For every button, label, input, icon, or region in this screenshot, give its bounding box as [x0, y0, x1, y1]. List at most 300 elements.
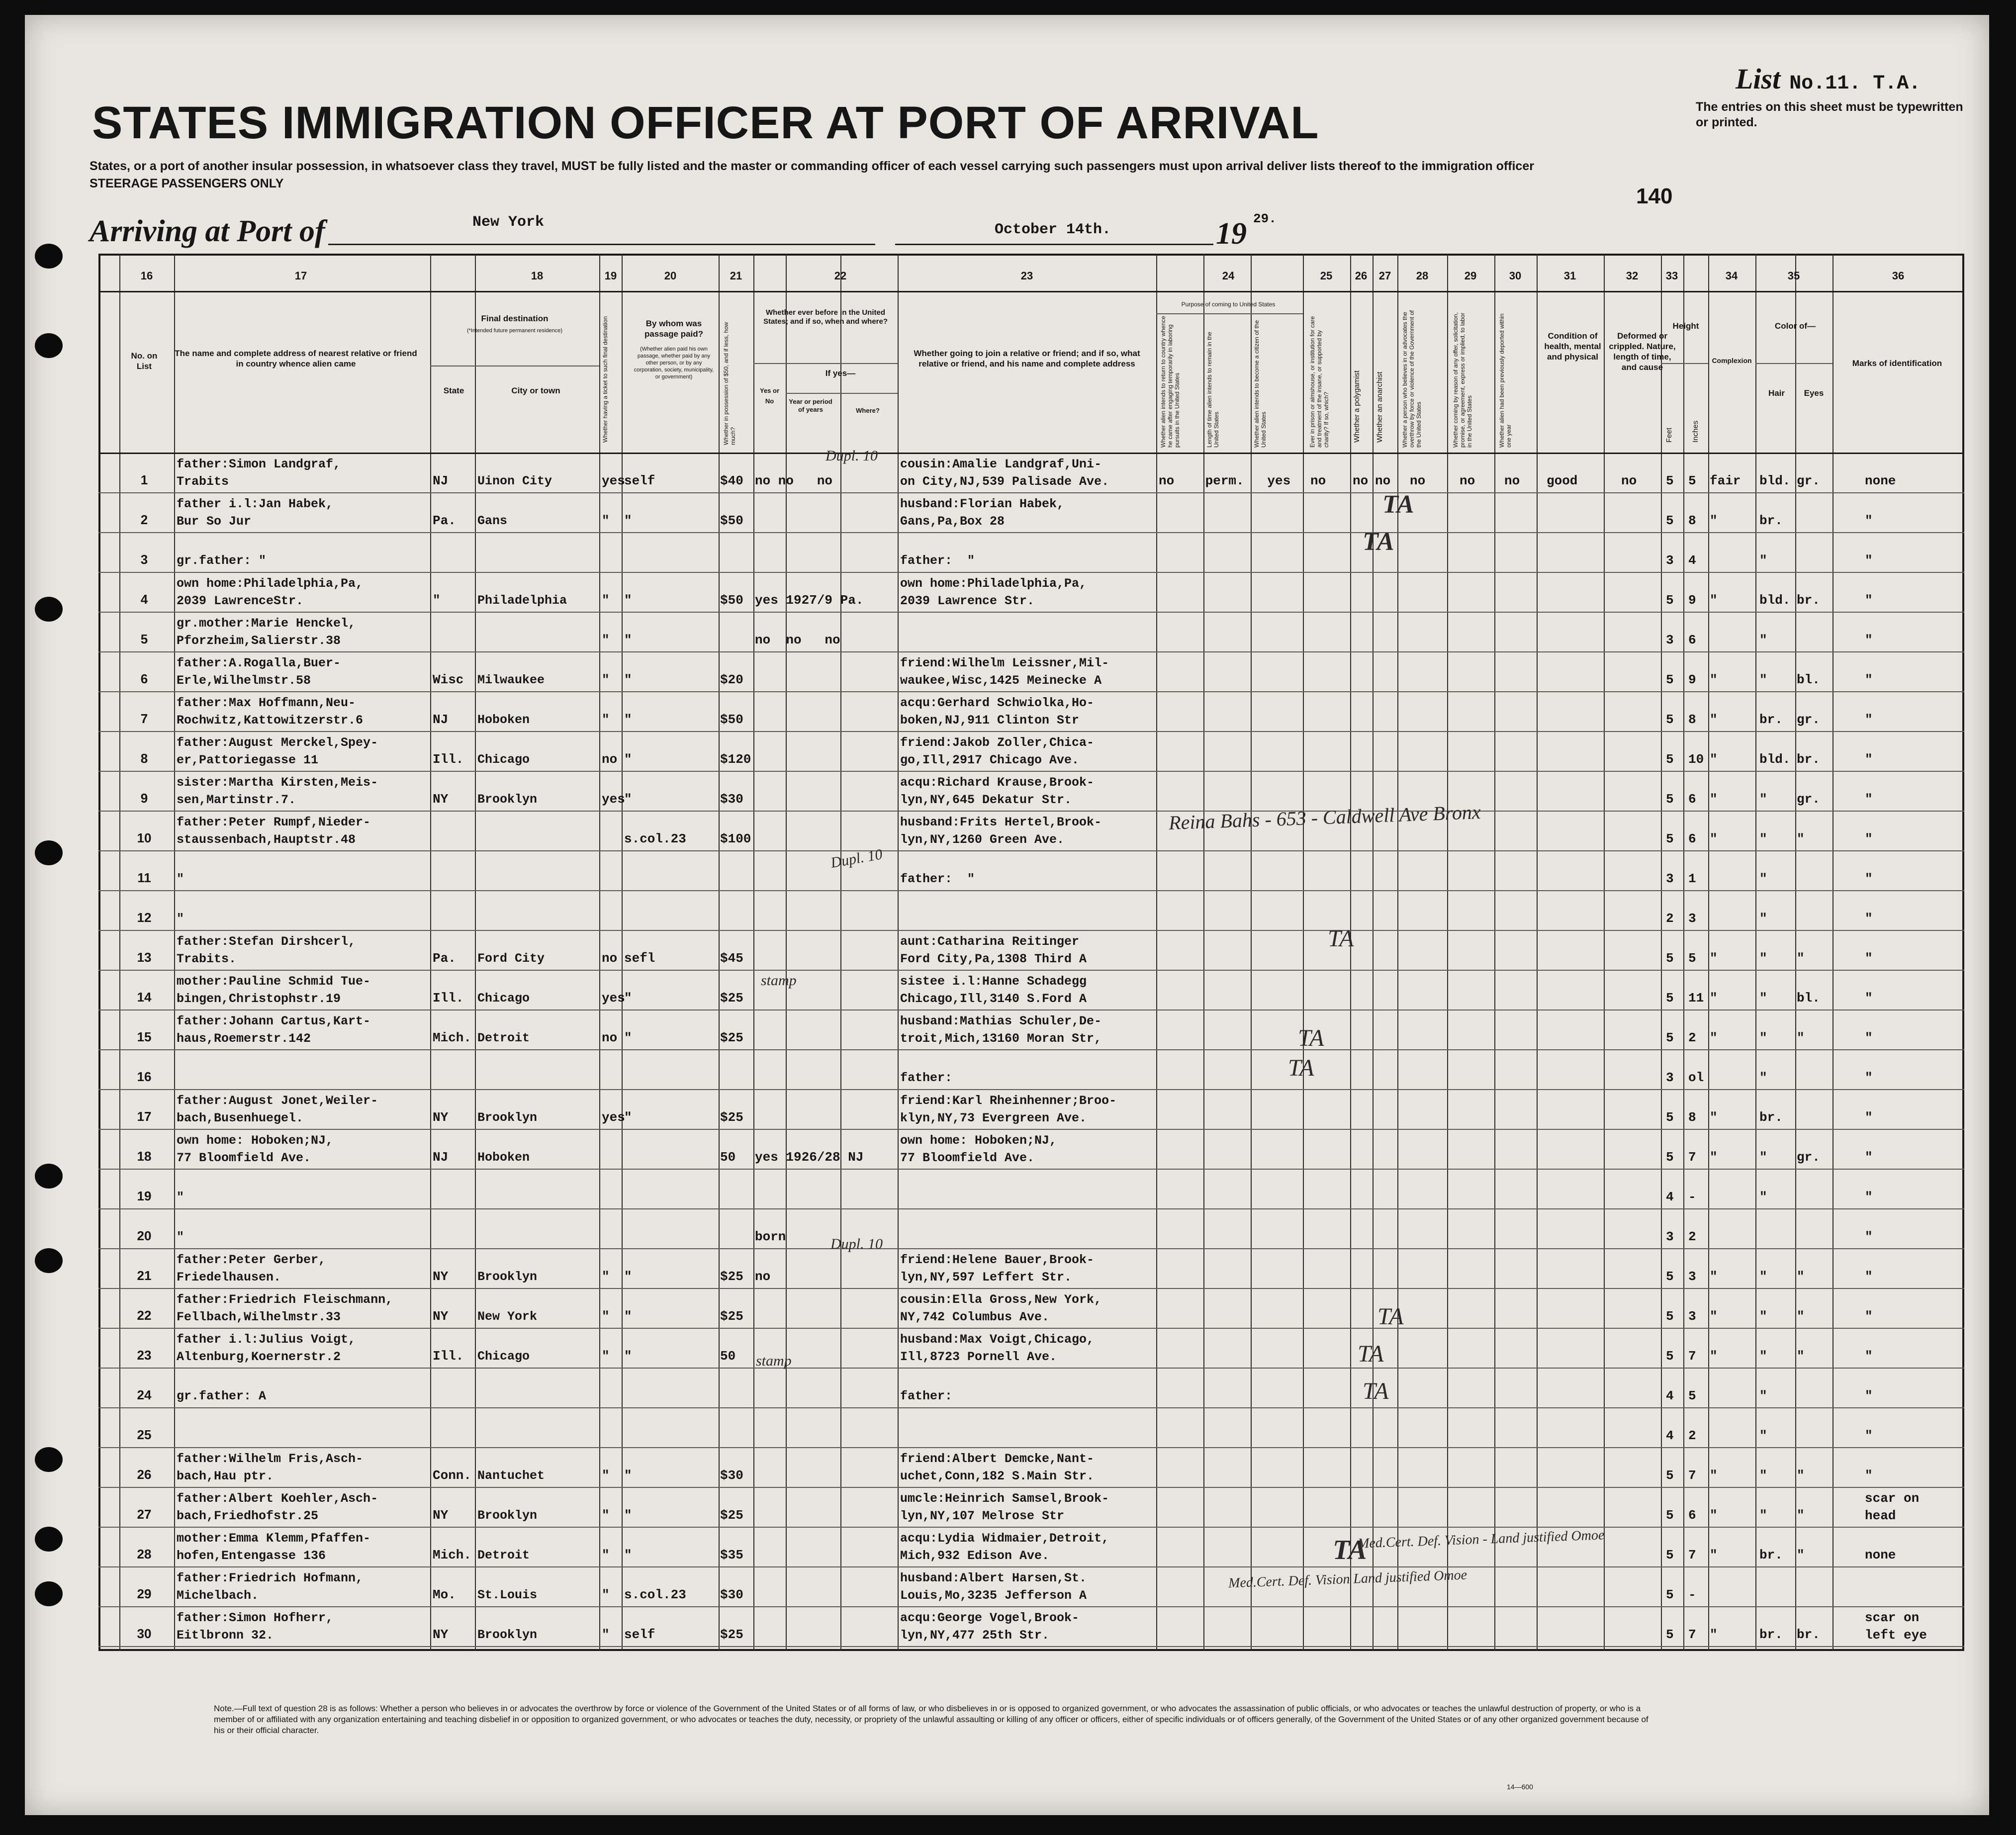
cell-inches: 2 [1688, 1229, 1696, 1244]
cell-marks: " [1865, 672, 1873, 687]
cell-complexion: " [1710, 1548, 1718, 1562]
header-anarchist: Whether an anarchist [1375, 371, 1384, 443]
cell-passage: " [624, 1269, 632, 1284]
cell-joining: acqu:Lydia Widmaier,Detroit, Mich,932 Edison Ave. [900, 1531, 1109, 1563]
cell-city: Brooklyn [477, 1508, 538, 1523]
header-year-period: Year or period of years [789, 398, 832, 413]
cell-feet: 5 [1666, 1548, 1674, 1562]
cell-relative: " [177, 912, 184, 926]
cell-city: Uinon City [477, 474, 552, 488]
cell-eyes: " [1797, 1508, 1805, 1523]
steerage-label: STEERAGE PASSENGERS ONLY [90, 177, 284, 190]
header-final-destination: Final destination [481, 314, 549, 323]
cell-ticket: " [602, 633, 610, 647]
column-number: 25 [1320, 270, 1333, 282]
cell-hair: " [1759, 991, 1767, 1006]
column-number: 22 [834, 270, 847, 282]
cell-money: $35 [720, 1548, 743, 1562]
column-divider [1447, 254, 1448, 1651]
cell-inches: 3 [1688, 1309, 1696, 1324]
cell-feet: 3 [1666, 553, 1674, 568]
cell-marks: " [1865, 553, 1873, 568]
cell-feet: 2 [1666, 911, 1674, 926]
row-number: 16 [137, 1069, 152, 1084]
column-number: 30 [1509, 270, 1522, 282]
cell-ticket: no [602, 1030, 618, 1045]
cell-marks: " [1865, 1229, 1873, 1244]
cell-feet: 4 [1666, 1190, 1674, 1204]
cell-relative: gr.mother:Marie Henckel, Pforzheim,Salierstr.38 [177, 616, 356, 648]
cell-eyes: " [1797, 1269, 1805, 1284]
row-number: 4 [140, 592, 148, 607]
cell-city: Detroit [477, 1548, 530, 1562]
row-divider [98, 1208, 1964, 1209]
cell-inches: 7 [1688, 1468, 1696, 1483]
port-value: New York [472, 214, 545, 231]
cell-hair: " [1759, 1468, 1767, 1483]
row-number: 30 [137, 1626, 152, 1641]
cell-money: $25 [720, 1269, 743, 1284]
handwritten-ta: TA [1333, 1535, 1367, 1565]
cell-city: Chicago [477, 1349, 530, 1364]
column-number: 19 [604, 270, 617, 282]
entries-note: The entries on this sheet must be typewritten or printed. [1696, 100, 1963, 129]
cell-city: Hoboken [477, 1150, 530, 1165]
cell-city: Brooklyn [477, 1628, 538, 1642]
cell-joining: father: [900, 1071, 953, 1085]
cell-feet: 4 [1666, 1388, 1674, 1403]
cell-hair: " [1759, 1190, 1767, 1204]
cell-eyes: " [1797, 1548, 1805, 1562]
cell-state: NJ [433, 712, 449, 727]
column-divider [1251, 254, 1252, 1651]
row-divider [98, 651, 1964, 652]
column-number: 28 [1416, 270, 1429, 282]
cell-inches: 7 [1688, 1548, 1696, 1562]
column-number: 32 [1626, 270, 1639, 282]
handwritten-stamp: stamp [761, 972, 797, 989]
row-divider [98, 850, 1964, 851]
column-number: 33 [1665, 270, 1678, 282]
cell-before: yes 1927/9 Pa. [755, 593, 864, 608]
cell-before: no no no [755, 473, 833, 488]
column-divider [1755, 254, 1756, 1651]
cell-inches: 10 [1688, 752, 1704, 767]
cell-complexion: " [1710, 513, 1718, 528]
header-state: State [443, 386, 464, 395]
cell-inches: 5 [1688, 1388, 1696, 1403]
page-title: STATES IMMIGRATION OFFICER AT PORT OF ARRIVAL [92, 97, 1319, 148]
cell-complexion: " [1710, 1309, 1718, 1324]
cell-eyes: gr. [1797, 473, 1820, 488]
column-number: 31 [1563, 270, 1576, 282]
cell-inches: 8 [1688, 1110, 1696, 1125]
cell-feet: 5 [1666, 1508, 1674, 1523]
cell-city: Milwaukee [477, 673, 545, 687]
cell-complexion: " [1710, 792, 1718, 807]
cell-passage: " [624, 752, 632, 767]
cell-joining: cousin:Ella Gross,New York, NY,742 Columbus Ave. [900, 1292, 1102, 1324]
cell-c25: no [1310, 473, 1326, 488]
column-divider [475, 254, 476, 1651]
cell-state: NY [433, 1110, 449, 1125]
cell-complexion: " [1710, 1508, 1718, 1523]
cell-inches: 7 [1688, 1627, 1696, 1642]
cell-money: $50 [720, 513, 743, 528]
cell-city: Brooklyn [477, 1270, 538, 1284]
cell-feet: 5 [1666, 752, 1674, 767]
row-number: 20 [137, 1228, 152, 1243]
column-divider [753, 254, 754, 1651]
cell-money: $25 [720, 1508, 743, 1523]
row-divider [98, 1646, 1964, 1647]
cell-marks: " [1865, 1150, 1873, 1165]
footnote: Note.—Full text of question 28 is as follows: Whether a person who believes in or advocates the overthrow by force or violence of the Government of the United States or of all forms of law, or who disbelieves in or is opposed to organized government, or who advocates the assassination of public officials, or who advocates or teaches the unlawful destruction of property, or who is a member of or affiliated with any organization entertaining and teaching disbelief in or opposition to organized government, or who advocates or teaches the duty, necessity, or propriety of the unlawful assaulting or killing of any officer or officers, either of specific individuals or of officers generally, of the Government of the United States or of any other organized government because of his or their official character. [214, 1704, 1649, 1735]
cell-ticket: " [602, 513, 610, 528]
row-divider [98, 691, 1964, 692]
cell-inches: 3 [1688, 911, 1696, 926]
cell-marks: " [1865, 1030, 1873, 1045]
punch-hole [35, 1164, 63, 1189]
cell-purpose: no perm. yes [1159, 473, 1291, 488]
column-divider [622, 254, 623, 1651]
cell-relative: father:August Jonet,Weiler- bach,Busenhuegel. [177, 1094, 378, 1125]
subheader-divider [786, 393, 898, 394]
cell-money: 50 [720, 1150, 736, 1165]
cell-relative: " [177, 1230, 184, 1244]
cell-state: NJ [433, 1150, 449, 1165]
cell-relative: " [177, 1190, 184, 1204]
cell-c27: no [1375, 473, 1391, 488]
row-number: 8 [140, 751, 148, 766]
handwritten-ta: TA [1363, 528, 1394, 556]
header-hair: Hair [1768, 388, 1785, 398]
cell-eyes: bl. [1797, 991, 1820, 1006]
row-divider [98, 532, 1964, 533]
cell-eyes: " [1797, 1030, 1805, 1045]
cell-hair: bld. [1759, 593, 1791, 608]
cell-joining: father: " [900, 872, 975, 886]
cell-relative: sister:Martha Kirsten,Meis- sen,Martinstr.7. [177, 775, 378, 807]
cell-passage: " [624, 1030, 632, 1045]
row-number: 19 [137, 1189, 152, 1203]
cell-marks: none [1865, 1548, 1896, 1562]
cell-relative: father:A.Rogalla,Buer- Erle,Wilhelmstr.58 [177, 656, 341, 688]
arriving-label: Arriving at Port of [90, 214, 325, 248]
handwritten-dupl: Dupl. 10 [830, 1236, 883, 1252]
header-no-on-list: No. on List [131, 351, 158, 371]
cell-passage: " [624, 991, 632, 1006]
header-city: City or town [511, 386, 560, 395]
row-divider [98, 572, 1964, 573]
cell-joining: cousin:Amalie Landgraf,Uni- on City,NJ,539 Palisade Ave. [900, 457, 1109, 489]
subheader-divider [1755, 363, 1833, 364]
cell-ticket: " [602, 1269, 610, 1284]
cell-state: NY [433, 1269, 449, 1284]
cell-state: NY [433, 1508, 449, 1523]
cell-eyes: br. [1797, 752, 1820, 767]
cell-joining: acqu:George Vogel,Brook- lyn,NY,477 25th Str. [900, 1611, 1080, 1643]
cell-marks: " [1865, 593, 1873, 608]
cell-relative: own home:Philadelphia,Pa, 2039 LawrenceStr. [177, 576, 364, 608]
column-divider [786, 254, 787, 1651]
cell-hair: " [1759, 1269, 1767, 1284]
cell-complexion: " [1710, 831, 1718, 846]
date-line [895, 244, 1213, 245]
cell-marks: " [1865, 752, 1873, 767]
cell-marks: " [1865, 1349, 1873, 1364]
header-divider [98, 453, 1964, 454]
cell-relative: father i.l:Jan Habek, Bur So Jur [177, 497, 334, 529]
row-divider [98, 1288, 1964, 1289]
row-divider [98, 1368, 1964, 1369]
cell-eyes: " [1797, 1309, 1805, 1324]
cell-marks: " [1865, 1269, 1873, 1284]
column-number: 23 [1020, 270, 1033, 282]
row-number: 24 [137, 1387, 152, 1402]
header-joining: Whether going to join a relative or friend; and if so, what relative or friend, and his name and complete address [914, 349, 1140, 368]
header-feet: Feet [1665, 427, 1673, 443]
cell-city: Chicago [477, 991, 530, 1006]
date-value: October 14th. [995, 221, 1111, 238]
cell-hair: br. [1759, 1110, 1783, 1125]
cell-complexion: " [1710, 1468, 1718, 1483]
cell-state: " [433, 593, 441, 608]
cell-complexion: " [1710, 1030, 1718, 1045]
cell-hair: " [1759, 792, 1767, 807]
cell-hair: " [1759, 633, 1767, 647]
page-subtitle: States, or a port of another insular possession, in whatsoever class they travel, MUST be fully listed and the master or commanding officer of each vessel carrying such passengers must upon arrival deliver lists thereof to the immigration officer [90, 159, 1534, 173]
cell-money: $50 [720, 712, 743, 727]
cell-joining: father: " [900, 553, 975, 568]
cell-money: $25 [720, 1030, 743, 1045]
cell-feet: 5 [1666, 1309, 1674, 1324]
header-color-of: Color of— [1774, 321, 1816, 331]
cell-joining: aunt:Catharina Reitinger Ford City,Pa,1308 Third A [900, 934, 1087, 966]
cell-marks: " [1865, 1388, 1873, 1403]
cell-money: $25 [720, 1309, 743, 1324]
row-number: 2 [140, 512, 148, 527]
cell-hair: bld. [1759, 752, 1791, 767]
row-number: 17 [137, 1109, 152, 1124]
year-prefix: 19 [1216, 217, 1247, 251]
cell-marks: " [1865, 911, 1873, 926]
row-number: 29 [137, 1586, 152, 1601]
row-divider [98, 1009, 1964, 1010]
cell-inches: 6 [1688, 1508, 1696, 1523]
row-number: 12 [137, 910, 152, 925]
row-number: 21 [137, 1268, 152, 1283]
handwritten-ta: TA [1377, 1303, 1404, 1330]
cell-hair: " [1759, 553, 1767, 568]
cell-passage: " [624, 1548, 632, 1562]
row-divider [98, 1527, 1964, 1528]
cell-ticket: " [602, 712, 610, 727]
cell-relative: father:Johann Cartus,Kart- haus,Roemerstr.142 [177, 1014, 371, 1046]
cell-complexion: " [1710, 1150, 1718, 1165]
cell-ticket: yes [602, 991, 625, 1006]
cell-feet: 3 [1666, 1229, 1674, 1244]
column-divider [1203, 254, 1204, 1651]
row-number: 6 [140, 671, 148, 686]
cell-inches: 5 [1688, 951, 1696, 966]
cell-eyes: br. [1797, 1627, 1820, 1642]
cell-complexion: " [1710, 672, 1718, 687]
cell-joining: acqu:Gerhard Schwiolka,Ho- boken,NJ,911 Clinton Str [900, 696, 1095, 728]
cell-joining: father: [900, 1389, 953, 1403]
cell-money: $50 [720, 593, 743, 608]
header-if-yes: If yes— [825, 368, 856, 378]
handwritten-note: Med.Cert. Def. Vision - Land justified Omoe [1357, 1527, 1605, 1552]
cell-relative: father:August Merckel,Spey- er,Pattoriegasse 11 [177, 735, 378, 767]
cell-relative: father:Peter Rumpf,Nieder- staussenbach,Hauptstr.48 [177, 815, 371, 847]
header-health: Condition of health, mental and physical [1544, 331, 1601, 362]
cell-feet: 5 [1666, 1030, 1674, 1045]
cell-ticket: no [602, 752, 618, 767]
row-divider [98, 1447, 1964, 1448]
cell-hair: " [1759, 1508, 1767, 1523]
cell-eyes: gr. [1797, 712, 1820, 727]
header-eyes: Eyes [1804, 388, 1824, 398]
cell-joining: friend:Karl Rheinhenner;Broo- klyn,NY,73 Evergreen Ave. [900, 1094, 1117, 1125]
header-deformed: Deformed or crippled. Nature, length of time, and cause [1609, 331, 1676, 372]
cell-inches: 6 [1688, 792, 1696, 807]
row-divider [98, 1248, 1964, 1249]
header-prison: Ever in prison or almshouse, or institution for care and treatment of the insane, or supported by charity? If so, which? [1309, 316, 1330, 448]
cell-relative: father:Albert Koehler,Asch- bach,Friedhofstr.25 [177, 1491, 378, 1523]
cell-city: Ford City [477, 951, 545, 966]
row-divider [98, 612, 1964, 613]
row-divider [98, 1049, 1964, 1050]
cell-hair: " [1759, 1070, 1767, 1085]
cell-feet: 3 [1666, 871, 1674, 886]
column-divider [1537, 254, 1538, 1651]
row-divider [98, 1089, 1964, 1090]
row-number: 5 [140, 632, 148, 646]
cell-c30: no [1504, 473, 1520, 488]
cell-money: $40 [720, 473, 743, 488]
column-number: 29 [1464, 270, 1477, 282]
header-height: Height [1672, 321, 1699, 331]
handwritten-ta: TA [1288, 1055, 1314, 1081]
punch-hole [35, 1248, 63, 1273]
cell-hair: " [1759, 951, 1767, 966]
column-number: 17 [294, 270, 307, 282]
subheader-divider [430, 366, 599, 367]
column-number: 20 [664, 270, 677, 282]
cell-joining: husband:Max Voigt,Chicago, Ill,8723 Pornell Ave. [900, 1332, 1095, 1364]
punch-hole [35, 333, 63, 358]
handwritten-ta: TA [1298, 1025, 1324, 1051]
cell-ticket: " [602, 1587, 610, 1602]
cell-inches: 2 [1688, 1030, 1696, 1045]
cell-feet: 5 [1666, 1349, 1674, 1364]
row-number: 10 [137, 830, 152, 845]
cell-eyes: gr. [1797, 1150, 1820, 1165]
row-number: 26 [137, 1467, 152, 1482]
row-divider [98, 1407, 1964, 1408]
cell-marks: " [1865, 951, 1873, 966]
cell-state: NJ [433, 473, 449, 488]
cell-ticket: " [602, 672, 610, 687]
cell-state: Wisc [433, 672, 464, 687]
header-marks: Marks of identification [1852, 359, 1942, 368]
cell-eyes: " [1797, 951, 1805, 966]
cell-relative: own home: Hoboken;NJ, 77 Bloomfield Ave. [177, 1133, 334, 1165]
cell-feet: 5 [1666, 1110, 1674, 1125]
cell-hair: br. [1759, 712, 1783, 727]
cell-complexion: " [1710, 1349, 1718, 1364]
row-number: 18 [137, 1149, 152, 1164]
cell-c29: no [1460, 473, 1475, 488]
cell-inches: 8 [1688, 513, 1696, 528]
cell-complexion: " [1710, 1269, 1718, 1284]
cell-feet: 4 [1666, 1428, 1674, 1443]
cell-marks: none [1865, 473, 1896, 488]
column-number: 35 [1787, 270, 1800, 282]
cell-city: St.Louis [477, 1588, 538, 1602]
cell-relative: father:Friedrich Fleischmann, Fellbach,Wilhelmstr.33 [177, 1292, 393, 1324]
cell-hair: " [1759, 911, 1767, 926]
row-divider [98, 492, 1964, 493]
list-number-value: No.11. T.A. [1789, 73, 1921, 95]
cell-deformed: no [1621, 473, 1637, 488]
cell-feet: 5 [1666, 593, 1674, 608]
column-divider [1303, 254, 1304, 1651]
cell-ticket: " [602, 1349, 610, 1364]
cell-feet: 5 [1666, 1269, 1674, 1284]
column-number: 34 [1725, 270, 1738, 282]
cell-marks: " [1865, 1070, 1873, 1085]
cell-complexion: " [1710, 1627, 1718, 1642]
cell-city: Detroit [477, 1031, 530, 1045]
cell-joining: own home:Philadelphia,Pa, 2039 Lawrence Str. [900, 576, 1087, 608]
cell-passage: sefl [624, 951, 655, 966]
cell-passage: " [624, 1349, 632, 1364]
cell-eyes: gr. [1797, 792, 1820, 807]
cell-marks: " [1865, 871, 1873, 886]
column-divider [1604, 254, 1605, 1651]
column-divider [1373, 254, 1374, 1651]
cell-passage: " [624, 672, 632, 687]
cell-money: $25 [720, 991, 743, 1006]
row-number: 7 [140, 711, 148, 726]
cell-hair: br. [1759, 513, 1783, 528]
cell-money: $20 [720, 672, 743, 687]
cell-relative: " [177, 872, 184, 886]
header-polygamist: Whether a polygamist [1353, 370, 1361, 443]
list-number [1736, 62, 1921, 95]
cell-marks: " [1865, 712, 1873, 727]
cell-inches: 7 [1688, 1150, 1696, 1165]
cell-inches: 6 [1688, 633, 1696, 647]
header-passage-note: (Whether alien paid his own passage, whether paid by any other person, or by any corporation, society, municipality, or government) [634, 346, 714, 380]
row-number: 27 [137, 1507, 152, 1522]
row-number: 1 [140, 472, 148, 487]
header-question28: Whether a person who believes in or advocates the overthrow by force or violence of the Government of the United States [1401, 310, 1422, 448]
cell-inches: 8 [1688, 712, 1696, 727]
header-where: Where? [856, 407, 880, 414]
punch-hole [35, 1581, 63, 1606]
row-number: 23 [137, 1348, 152, 1363]
cell-relative: mother:Pauline Schmid Tue- bingen,Christophstr.19 [177, 974, 371, 1006]
cell-relative: father i.l:Julius Voigt, Altenburg,Koernerstr.2 [177, 1332, 356, 1364]
column-divider [719, 254, 720, 1651]
cell-marks: " [1865, 1309, 1873, 1324]
handwritten-note: Reina Bahs - 653 - Caldwell Ave Bronx [1168, 801, 1481, 834]
cell-money: $30 [720, 1587, 743, 1602]
column-divider [1683, 254, 1684, 1651]
